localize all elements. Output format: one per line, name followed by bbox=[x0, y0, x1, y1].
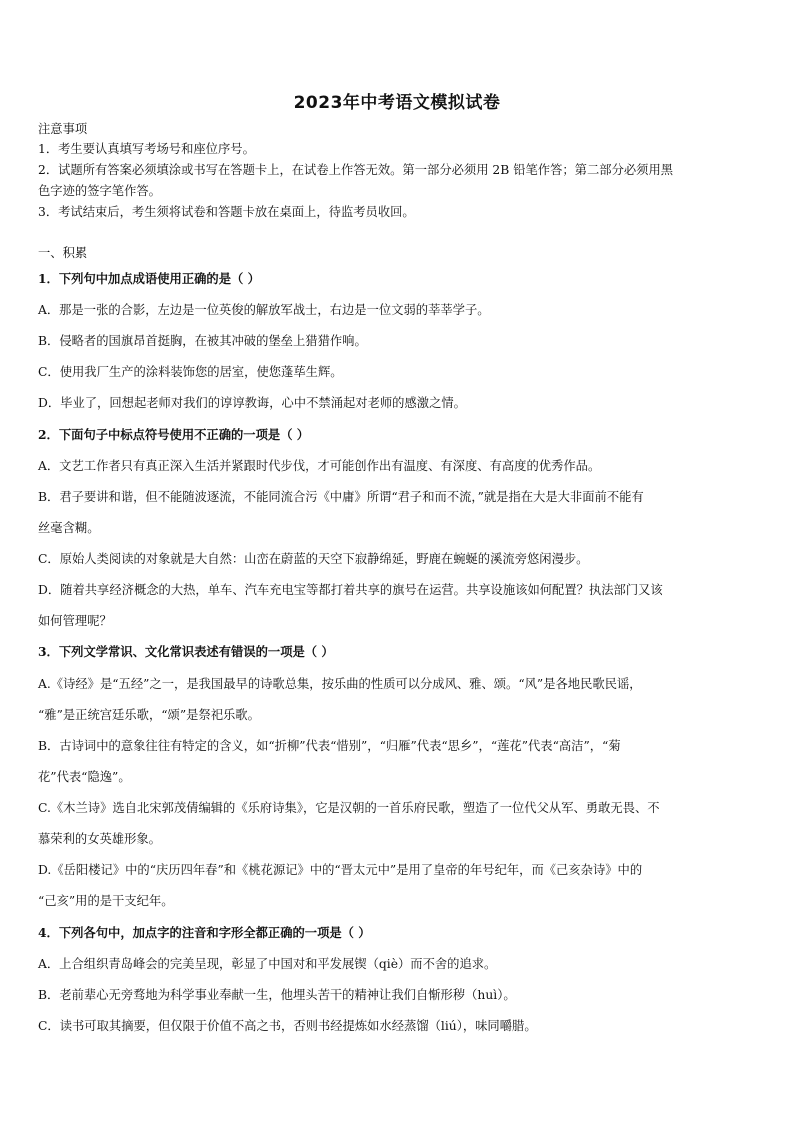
exam-title: 2023年中考语文模拟试卷 bbox=[293, 93, 501, 113]
question-stem: 3．下列文学常识、文化常识表述有错误的一项是（ ） bbox=[38, 644, 334, 659]
notice-item: 2．试题所有答案必须填涂或书写在答题卡上，在试卷上作答无效。第一部分必须用 2B 铅笔作答；第二部分必须用黑 bbox=[38, 163, 674, 177]
question-option: B．侵略者的国旗昂首挺胸，在被其冲破的堡垒上猎猎作响。 bbox=[38, 334, 367, 348]
question-option: “雅”是正统宫廷乐歌，“颂”是祭祀乐歌。 bbox=[38, 708, 260, 722]
question-stem: 4．下列各句中，加点字的注音和字形全都正确的一项是（ ） bbox=[38, 925, 371, 940]
question-option: A．上合组织青岛峰会的完美呈现，彰显了中国对和平发展锲（qiè）而不舍的追求。 bbox=[38, 957, 497, 971]
question-option: 如何管理呢？ bbox=[38, 614, 112, 628]
notice-item: 1．考生要认真填写考场号和座位序号。 bbox=[38, 142, 255, 156]
notice-item: 色字迹的签字笔作答。 bbox=[38, 184, 161, 198]
question-option: D.《岳阳楼记》中的“庆历四年春”和《桃花源记》中的“晋太元中”是用了皇帝的年号纪年，而《己亥杂诗》中的 bbox=[38, 863, 643, 877]
question-option: 丝毫含糊。 bbox=[38, 521, 100, 535]
question-option: “己亥”用的是干支纪年。 bbox=[38, 894, 174, 908]
question-option: A．那是一张的合影，左边是一位英俊的解放军战士，右边是一位文弱的莘莘学子。 bbox=[38, 303, 490, 317]
question-option: C．原始人类阅读的对象就是大自然：山峦在蔚蓝的天空下寂静绵延，野鹿在蜿蜒的溪流旁悠闲漫步。 bbox=[38, 552, 589, 566]
question-option: A．文艺工作者只有真正深入生活并紧跟时代步伐，才可能创作出有温度、有深度、有高度的优秀作品。 bbox=[38, 459, 601, 473]
question-option: C．使用我厂生产的涂料装饰您的居室，使您蓬荜生辉。 bbox=[38, 365, 343, 379]
question-option: B．君子要讲和谐，但不能随波逐流，不能同流合污《中庸》所谓“君子和而不流，”就是指在大是大非面前不能有 bbox=[38, 490, 644, 504]
question-option: A.《诗经》是“五经”之一，是我国最早的诗歌总集，按乐曲的性质可以分成风、雅、颂。“风”是各地民歌民谣， bbox=[38, 677, 642, 691]
question-option: D．毕业了，回想起老师对我们的谆谆教诲，心中不禁涌起对老师的感激之情。 bbox=[38, 396, 466, 410]
question-stem: 2．下面句子中标点符号使用不正确的一项是（ ） bbox=[38, 427, 310, 442]
notice-item: 3．考试结束后，考生须将试卷和答题卡放在桌面上，待监考员收回。 bbox=[38, 205, 415, 219]
question-option: D．随着共享经济概念的大热，单车、汽车充电宝等都打着共享的旗号在运营。共享设施该如何配置？执法部门又该 bbox=[38, 583, 663, 597]
question-option: B．古诗词中的意象往往有特定的含义，如“折柳”代表“惜别”，“归雁”代表“思乡”，“莲花”代表“高洁”，“菊 bbox=[38, 739, 621, 753]
question-option: C.《木兰诗》选自北宋郭茂倩编辑的《乐府诗集》，它是汉朝的一首乐府民歌，塑造了一位代父从军、勇敢无畏、不 bbox=[38, 801, 660, 815]
question-option: B．老前辈心无旁骛地为科学事业奉献一生，他埋头苦干的精神让我们自惭形秽（huì）。 bbox=[38, 988, 516, 1002]
question-option: 花”代表“隐逸”。 bbox=[38, 770, 131, 784]
question-option: C．读书可取其摘要，但仅限于价值不高之书，否则书经提炼如水经蒸馏（liú），味同嚼腊。 bbox=[38, 1019, 537, 1033]
question-option: 慕荣利的女英雄形象。 bbox=[38, 832, 161, 846]
question-stem: 1．下列句中加点成语使用正确的是（ ） bbox=[38, 271, 260, 286]
section-heading: 一、积累 bbox=[38, 246, 88, 260]
notice-heading: 注意事项 bbox=[38, 122, 88, 136]
